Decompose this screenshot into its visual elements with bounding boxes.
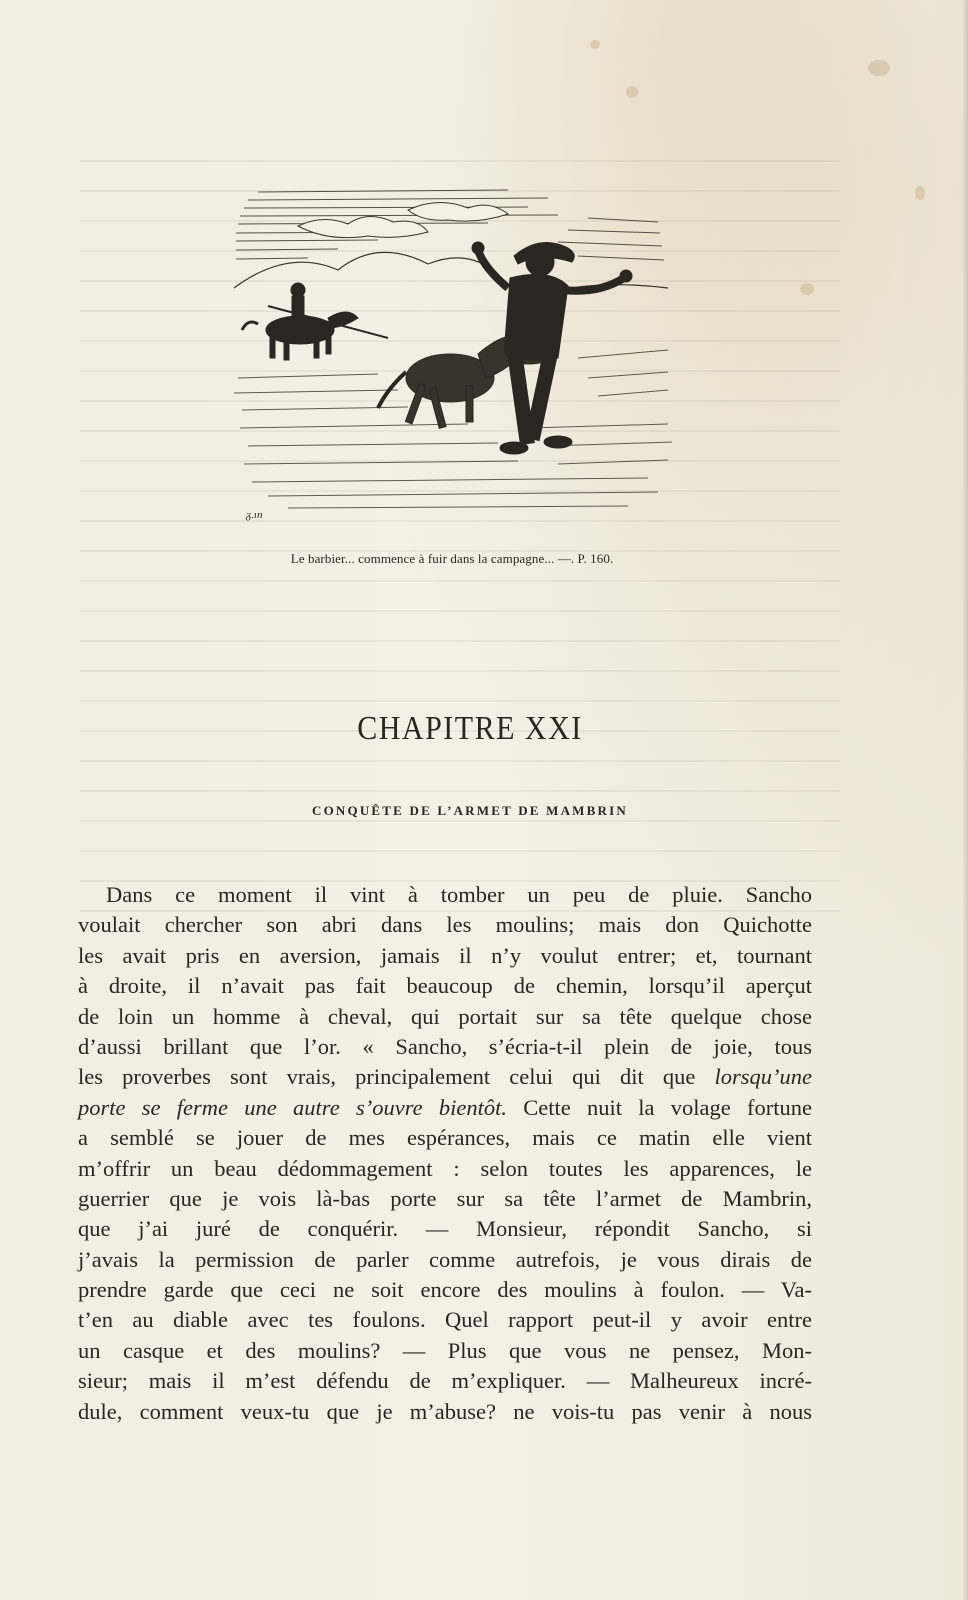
- text-segment: les proverbes sont vrais, principalement celui qui dit que: [78, 1064, 715, 1090]
- italic-segment: lorsqu’une: [714, 1064, 812, 1090]
- body-text: [78, 880, 812, 1427]
- text-line: à droite, il n’avait pas fait beaucoup de chemin, lorsqu’il aperçut: [78, 973, 812, 999]
- illustration-caption: Le barbier... commence à fuir dans la campagne... —. P. 160.: [290, 551, 614, 566]
- text-line: un casque et des moulins? — Plus que vous ne pensez, Mon-: [78, 1337, 812, 1363]
- stain: [590, 40, 600, 49]
- text-line: guerrier que je vois là-bas porte sur sa tête l’armet de Mambrin,: [78, 1185, 812, 1211]
- text-line: m’offrir un beau dédommagement : selon toutes les apparences, le: [78, 1155, 812, 1181]
- stain: [868, 60, 890, 76]
- stain: [915, 186, 925, 200]
- text-line: d’aussi brillant que l’or. « Sancho, s’écria-t-il plein de joie, tous: [78, 1033, 812, 1059]
- text-line: sieur; mais il m’est défendu de m’expliquer. — Malheureux incré-: [78, 1368, 812, 1394]
- page-edge: [962, 0, 968, 1600]
- text-line: les avait pris en aversion, jamais il n’y voulut entrer; et, tournant: [78, 942, 812, 968]
- text-line: voulait chercher son abri dans les moulins; mais don Quichotte: [78, 912, 812, 938]
- text-line: prendre garde que ceci ne soit encore des moulins à foulon. — Va-: [78, 1277, 812, 1303]
- text-line: de loin un homme à cheval, qui portait sur sa tête quelque chose: [78, 1003, 812, 1029]
- text-line: dule, comment veux-tu que je m’abuse? ne vois-tu pas venir à nous: [78, 1398, 812, 1424]
- chapter-subtitle: CONQUÊTE DE L’ARMET DE MAMBRIN: [312, 803, 628, 818]
- svg-text:ᵹ.ın: ᵹ.ın: [246, 509, 263, 521]
- text-line: Dans ce moment il vint à tomber un peu de pluie. Sancho: [106, 882, 812, 907]
- chapter-title: CHAPITRE XXI: [357, 709, 583, 747]
- text-line: t’en au diable avec tes foulons. Quel rapport peut-il y avoir entre: [78, 1307, 812, 1333]
- text-line: que j’ai juré de conquérir. — Monsieur, répondit Sancho, si: [78, 1216, 812, 1242]
- text-line: [78, 1062, 812, 1092]
- text-segment: Cette nuit la volage fortune: [506, 1094, 812, 1120]
- engraving-illustration: [228, 178, 676, 530]
- italic-segment: porte se ferme une autre s’ouvre bientôt.: [78, 1094, 507, 1120]
- text-line: j’avais la permission de parler comme autrefois, je vous dirais de: [78, 1246, 812, 1272]
- stain: [800, 283, 814, 295]
- stain: [626, 86, 638, 98]
- text-line: [78, 1093, 812, 1123]
- text-line: a semblé se jouer de mes espérances, mais ce matin elle vient: [78, 1125, 812, 1151]
